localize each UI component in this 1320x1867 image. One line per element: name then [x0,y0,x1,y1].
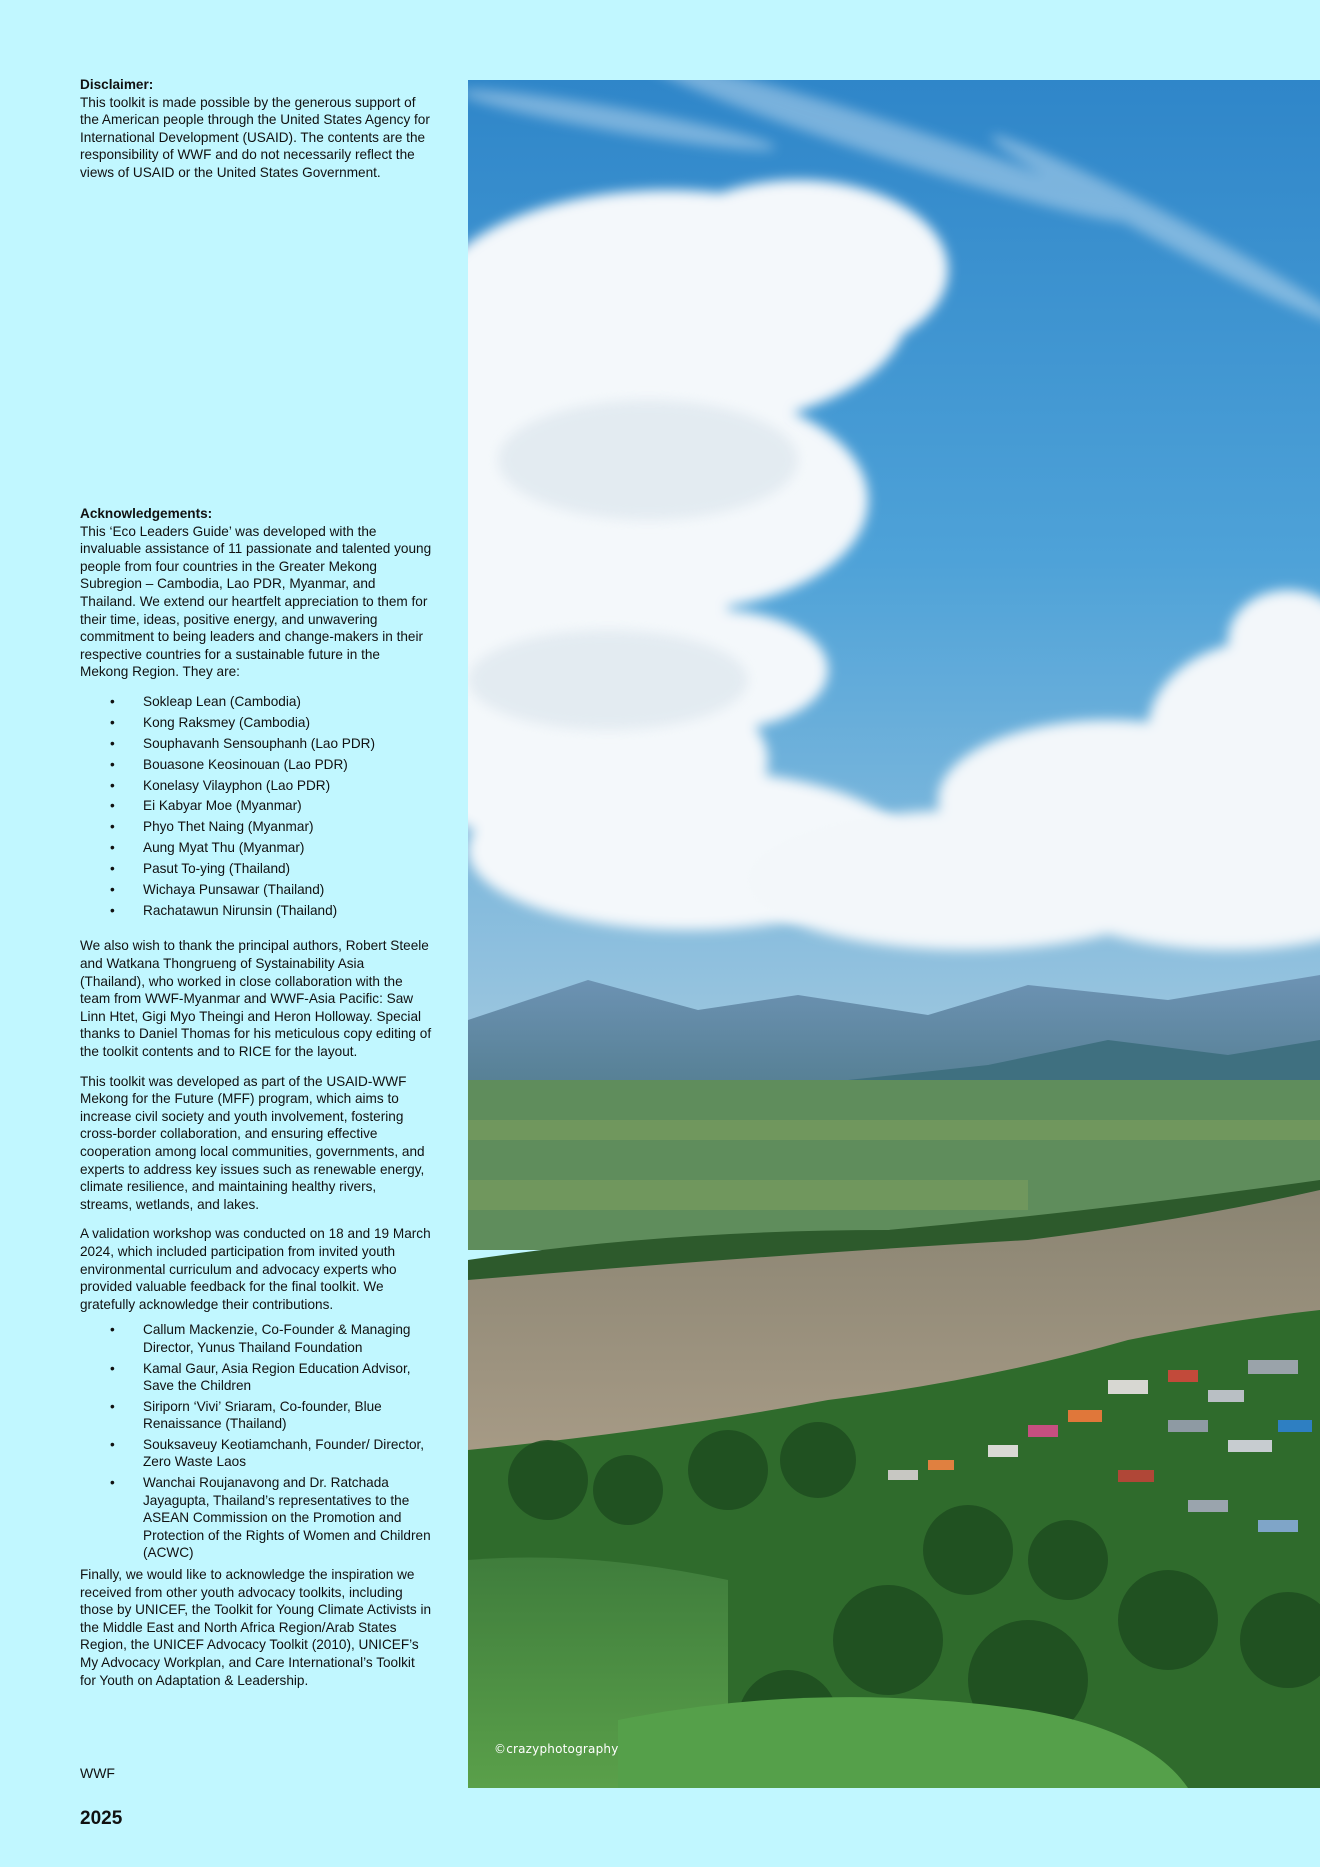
disclaimer-heading: Disclaimer: [80,77,154,92]
acknowledgements-intro: This ‘Eco Leaders Guide’ was developed with the invaluable assistance of 11 passionate and talented young people from four countries in the Greater Mekong Subregion – Cambodia, Lao PDR, Myanmar, and Thailand. We extend our heartfelt appreciation to them for their time, ideas, positive energy, and unwavering commitment to being leaders and change-makers in their respective countries for a sustainable future in the Mekong Region. They are: [80,523,432,680]
program-paragraph: This toolkit was developed as part of the USAID-WWF Mekong for the Future (MFF) program, which aims to increase civil society and youth involvement, fostering cross-border collaboration, and ensuring effective cooperation among local communities, governments, and experts to address key issues such as renewable energy, climate resilience, and maintaining healthy rivers, streams, wetlands, and lakes. [80,1073,425,1212]
list-item: • Pasut To-ying (Thailand) [80,860,432,878]
acknowledgements-section [80,505,432,1689]
photo-credit: ©crazyphotography [494,1742,619,1756]
list-item: • Kong Raksmey (Cambodia) [80,714,432,732]
workshop-paragraph: A validation workshop was conducted on 18 and 19 March 2024, which included participation from invited youth environmental curriculum and advocacy experts who provided valuable feedback for the final toolkit. We gratefully acknowledge their contributions. [80,1226,431,1312]
acknowledgements-heading: Acknowledgements: [80,506,213,521]
landscape-photo [468,80,1320,1788]
list-item: • Konelasy Vilayphon (Lao PDR) [80,777,432,795]
experts-list [80,1321,432,1562]
list-item: • Sokleap Lean (Cambodia) [80,693,432,711]
closing-paragraph: Finally, we would like to acknowledge the inspiration we received from other youth advocacy toolkits, including those by UNICEF, the Toolkit for Young Climate Activists in the Middle East and North Africa Region/Arab States Region, the UNICEF Advocacy Toolkit (2010), UNICEF’s My Advocacy Workplan, and Care International’s Toolkit for Youth on Adaptation & Leadership. [80,1567,432,1688]
list-item: • Callum Mackenzie, Co-Founder & Managing Director, Yunus Thailand Foundation [80,1321,432,1356]
list-item: • Souphavanh Sensouphanh (Lao PDR) [80,735,432,753]
list-item: • Phyo Thet Naing (Myanmar) [80,818,432,836]
list-item: • Rachatawun Nirunsin (Thailand) [80,902,432,920]
list-item: • Wichaya Punsawar (Thailand) [80,881,432,899]
disclaimer-text: This toolkit is made possible by the generous support of the American people through the United States Agency for International Development (USAID). The contents are the responsibility of WWF and do not necessarily reflect the views of USAID or the United States Government. [80,94,430,180]
list-item: • Kamal Gaur, Asia Region Education Advisor, Save the Children [80,1360,432,1395]
youth-list [80,693,432,920]
disclaimer-section [80,76,432,182]
list-item: • Aung Myat Thu (Myanmar) [80,839,432,857]
footer-organization: WWF [80,1765,115,1781]
list-item: • Siriporn ‘Vivi’ Sriaram, Co-founder, Blue Renaissance (Thailand) [80,1398,432,1433]
authors-paragraph: We also wish to thank the principal authors, Robert Steele and Watkana Thongrueng of Systainability Asia (Thailand), who worked in close collaboration with the team from WWF-Myanmar and WWF-Asia Pacific: Saw Linn Htet, Gigi Myo Theingi and Heron Holloway. Special thanks to Daniel Thomas for his meticulous copy editing of the toolkit contents and to RICE for the layout. [80,938,432,1059]
list-item: • Bouasone Keosinouan (Lao PDR) [80,756,432,774]
list-item: • Wanchai Roujanavong and Dr. Ratchada Jayagupta, Thailand’s representatives to the ASEAN Commission on the Promotion and Protection of the Rights of Women and Children (ACWC) [80,1474,432,1562]
list-item: • Ei Kabyar Moe (Myanmar) [80,797,432,815]
footer-year: 2025 [80,1808,123,1829]
list-item: • Souksaveuy Keotiamchanh, Founder/ Director, Zero Waste Laos [80,1436,432,1471]
